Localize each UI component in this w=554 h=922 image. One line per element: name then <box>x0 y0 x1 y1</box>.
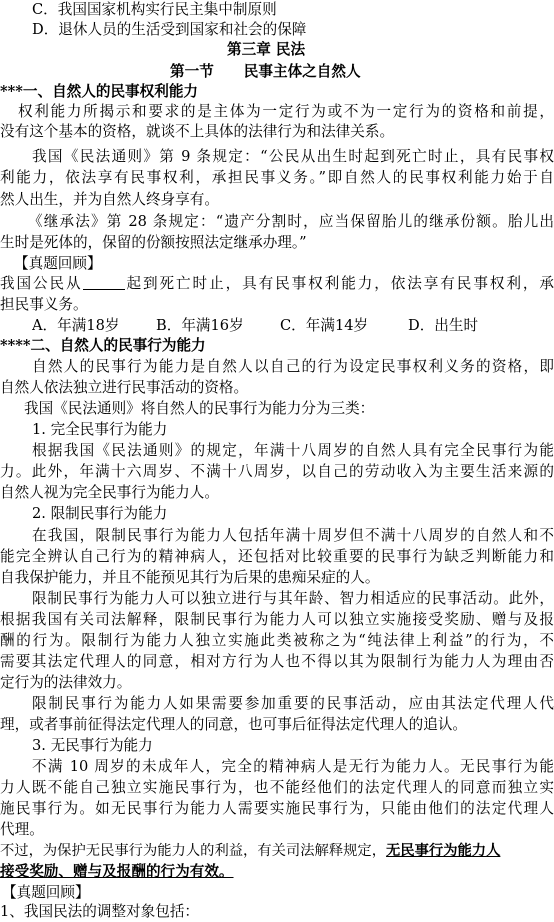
paragraph-line: 没有这个基本的资格，就谈不上具体的法律行为和法律关系。 <box>0 123 395 140</box>
option-d: D．出生时 <box>408 317 479 334</box>
paragraph-line: 自然人依法独立进行民事活动的资格。 <box>0 379 249 396</box>
paragraph-line: 在我国，限制民事行为能力人包括年满十周岁但不满十八周岁的自然人和不 <box>32 527 554 544</box>
paragraph-line: 力。此外，年满十六周岁、不满十八周岁，以自己的劳动收入为主要生活来源的 <box>0 463 554 480</box>
section-name: 民事主体之自然人 <box>243 63 361 80</box>
question-line: 我国公民从 起到死亡时止，具有民事权利能力，依法享有民事权利，承 <box>0 275 554 292</box>
paragraph-line: 根据我国有关司法解释，限制民事行为能力人可以独立实施接受奖励、赠与及报 <box>0 611 554 628</box>
answer-blank <box>83 275 125 290</box>
paragraph-line: 自然人的民事行为能力是自然人以自己的行为设定民事权利义务的资格，即 <box>32 358 554 375</box>
paragraph-line: 利能力，依法享有民事权利，承担民事义务。”即自然人的民事权利能力始于自 <box>0 169 554 186</box>
subheading-no-capacity: 3. 无民事行为能力 <box>32 737 153 754</box>
paragraph-line: 酬的行为。限制行为能力人独立实施此类被称之为“纯法律上利益”的行为，不 <box>0 632 554 649</box>
option-c: C．年满14岁 <box>280 317 369 334</box>
paragraph-line: 我国《民法通则》第 9 条规定：“公民从出生时起到死亡时止，具有民事权 <box>32 148 554 165</box>
section-number: 第一节 <box>170 63 214 80</box>
review-label: 【真题回顾】 <box>2 884 90 901</box>
option-line: C．我国国家机构实行民主集中制原则 <box>32 1 277 18</box>
paragraph-line: 施民事行为。如无民事行为能力人需要实施民事行为，只能由他们的法定代理人 <box>0 800 554 817</box>
paragraph-line: 《继承法》第 28 条规定：“遗产分割时，应当保留胎儿的继承份额。胎儿出 <box>28 213 554 230</box>
paragraph-line: 代理。 <box>0 821 44 838</box>
question-line: 1、我国民法的调整对象包括： <box>0 903 200 920</box>
highlighted-rule: 接受奖励、赠与及报酬的行为有效。 <box>0 863 234 880</box>
paragraph-line: 不满 10 周岁的未成年人，完全的精神病人是无行为能力人。无民事行为能 <box>32 758 554 775</box>
heading-civil-conduct-capacity: ****二、自然人的民事行为能力 <box>0 337 206 354</box>
paragraph-line: 根据我国《民法通则》的规定，年满十八周岁的自然人具有完全民事行为能 <box>32 442 554 459</box>
section-title <box>170 62 500 82</box>
paragraph-line: 力人既不能自己独立实施民事行为，也不能经他们的法定代理人的同意而独立实 <box>0 779 554 796</box>
chapter-title: 第三章 民法 <box>227 41 306 58</box>
paragraph-line: 我国《民法通则》将自然人的民事行为能力分为三类： <box>24 400 375 417</box>
paragraph-line: 需要其法定代理人的同意，相对方行为人也不得以其为限制行为能力人为理由否 <box>0 653 554 670</box>
question-line: 担民事义务。 <box>0 296 88 313</box>
paragraph-line: 限制民事行为能力人如果需要参加重要的民事活动，应由其法定代理人代 <box>32 695 554 712</box>
paragraph-line: 自然人视为完全民事行为能力人。 <box>0 484 219 501</box>
option-b: B．年满16岁 <box>156 317 244 334</box>
paragraph-line: 然人出生，并为自然人终身享有。 <box>0 191 219 208</box>
paragraph-line: 定行为的法律效力。 <box>0 674 132 691</box>
paragraph-line: 不过，为保护无民事行为能力人的利益，有关司法解释规定，无民事行为能力人 <box>0 843 501 859</box>
paragraph-line: 限制民事行为能力人可以独立进行与其年龄、智力相适应的民事活动。此外， <box>32 590 554 607</box>
paragraph-line: 能完全辨认自己行为的精神病人，还包括对比较重要的民事行为缺乏判断能力和 <box>0 548 554 565</box>
paragraph-line: 生时是死体的，保留的份额按照法定继承办理。” <box>0 234 307 251</box>
subheading-limited-capacity: 2. 限制民事行为能力 <box>32 505 168 522</box>
highlighted-rule: 无民事行为能力人 <box>386 843 501 859</box>
paragraph-line: 理，或者事前征得法定代理人的同意，也可事后征得法定代理人的追认。 <box>0 716 468 733</box>
subheading-full-capacity: 1. 完全民事行为能力 <box>32 421 168 438</box>
heading-civil-rights-capacity: ***一、自然人的民事权利能力 <box>0 83 199 100</box>
option-line: D．退休人员的生活受到国家和社会的保障 <box>32 21 307 38</box>
paragraph-line: 权利能力所揭示和要求的是主体为一定行为或不为一定行为的资格和前提， <box>18 103 554 120</box>
option-a: A．年满18岁 <box>32 317 120 334</box>
paragraph-line: 自我保护能力，并且不能预见其行为后果的患痴呆症的人。 <box>0 569 380 586</box>
review-label: 【真题回顾】 <box>14 255 102 272</box>
